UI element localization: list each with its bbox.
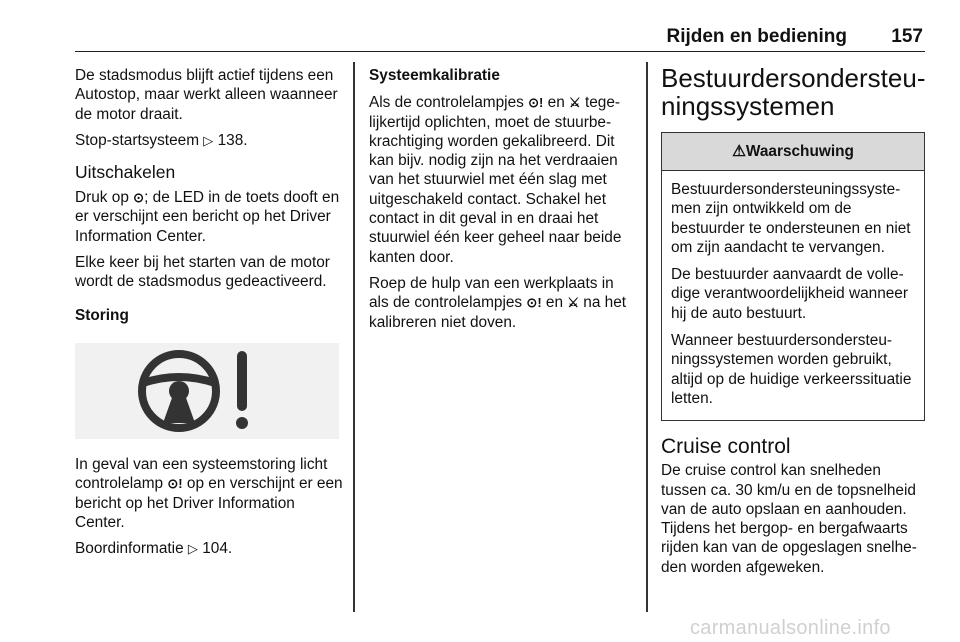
column-3 <box>661 63 926 584</box>
warning-triangle-icon: ⚠ <box>732 143 746 160</box>
heading-switch-off: Uitschakelen <box>75 162 176 183</box>
workshop-text-a: Roep de hulp van een werkplaats in als de controlelampjes <box>369 274 614 312</box>
reference-text: Stop-startsysteem <box>75 131 204 149</box>
board-info-reference <box>75 539 343 558</box>
reference-arrow-icon: ▷ <box>187 541 198 557</box>
section-title-cruise-control: Cruise control <box>661 435 791 459</box>
reference-text: Boordinformatie <box>75 540 188 558</box>
steering-wheel-warning-icon <box>75 343 339 439</box>
column-divider-1 <box>353 62 355 612</box>
heading-calibration: Systeemkalibratie <box>369 67 500 84</box>
deactivate-paragraph: Elke keer bij het starten van de motor wordt de stadsmodus gedeactiveerd. <box>75 254 330 291</box>
steering-warning-figure <box>75 343 339 439</box>
section-title-driver-assistance: Bestuurdersondersteuningssystemen <box>661 63 926 121</box>
calibration-text-a: Als de controlelampjes <box>369 94 529 112</box>
page-number: 157 <box>891 26 923 47</box>
workshop-text-b: na het kalibreren niet doven. <box>369 294 627 331</box>
cruise-control-paragraph: De cruise control kan snelheden tussen ca. 30 km/u en de topsnelheid van de auto opslaan en aanhouden. Tijdens het bergop- en bergafwaarts rijden kan van de opgeslagen snelheden worden afgeweken. <box>661 462 917 576</box>
heading-fault: Storing <box>75 306 129 324</box>
warning-title: Waarschuwing <box>745 143 854 160</box>
warning-box <box>661 132 925 421</box>
column-1 <box>75 66 343 565</box>
reference-page[interactable]: 104. <box>197 540 233 558</box>
warning-header <box>662 133 924 171</box>
page-header <box>75 26 925 52</box>
fault-paragraph <box>75 455 343 532</box>
calibration-text-mid: en <box>543 94 570 112</box>
watermark: carmanualsonline.info <box>690 617 891 639</box>
reference-page[interactable]: 138. <box>213 131 248 149</box>
steering-warning-lamp-icon: ⊙! <box>528 95 544 111</box>
column-divider-2 <box>646 62 648 612</box>
steering-warning-lamp-icon: ⊙! <box>167 476 183 492</box>
switch-off-text-a: Druk op <box>75 189 134 207</box>
city-mode-paragraph: De stadsmodus blijft actief tijdens een Autostop, maar werkt alleen waanneer de motor draait. <box>75 67 338 123</box>
power-steering-lamp-icon: ⚔ <box>567 295 579 311</box>
switch-off-text-b: ; de LED in de toets dooft en er verschijnt een bericht op het Driver Information Center. <box>75 189 340 245</box>
workshop-text-mid: en <box>541 294 568 312</box>
stop-start-reference <box>75 131 343 150</box>
column-2 <box>369 66 634 339</box>
fault-text-a: In geval van een systeemstoring licht controlelamp <box>75 455 328 493</box>
fault-text-b: op en verschijnt er een bericht op het Driver Information Center. <box>75 475 343 531</box>
warning-paragraph-1: Bestuurdersondersteuningssystemen zijn ontwikkeld om de bestuurder te ondersteunen en niet om zijn aandacht te vervangen. <box>671 181 911 256</box>
calibration-text-b: tegelijkertijd oplichten, moet de stuurbekrachtiging worden gekalibreerd. Dit kan bijv. nodig zijn na het verdraaien van het stuurwiel met één slag met uitgeschakeld contact. Schakel het contact in dit geval in en draai het stuurwiel één keer geheel naar beide kanten door. <box>369 94 622 266</box>
workshop-paragraph <box>369 274 634 332</box>
power-steering-lamp-icon: ⚔ <box>569 95 581 111</box>
calibration-paragraph <box>369 93 634 267</box>
city-mode-button-icon: ⊙ <box>133 190 145 206</box>
steering-warning-lamp-icon: ⊙! <box>526 295 542 311</box>
warning-body <box>662 171 924 420</box>
warning-paragraph-2: De bestuurder aanvaardt de volledige verantwoordelijkheid wanneer hij de auto bestuurt. <box>671 266 908 322</box>
reference-arrow-icon: ▷ <box>203 132 214 148</box>
warning-paragraph-3: Wanneer bestuurdersondersteuningssystemen worden gebruikt, altijd op de huidige verkeerssituatie letten. <box>671 332 912 407</box>
header-title: Rijden en bediening <box>666 26 847 47</box>
switch-off-paragraph <box>75 188 343 246</box>
